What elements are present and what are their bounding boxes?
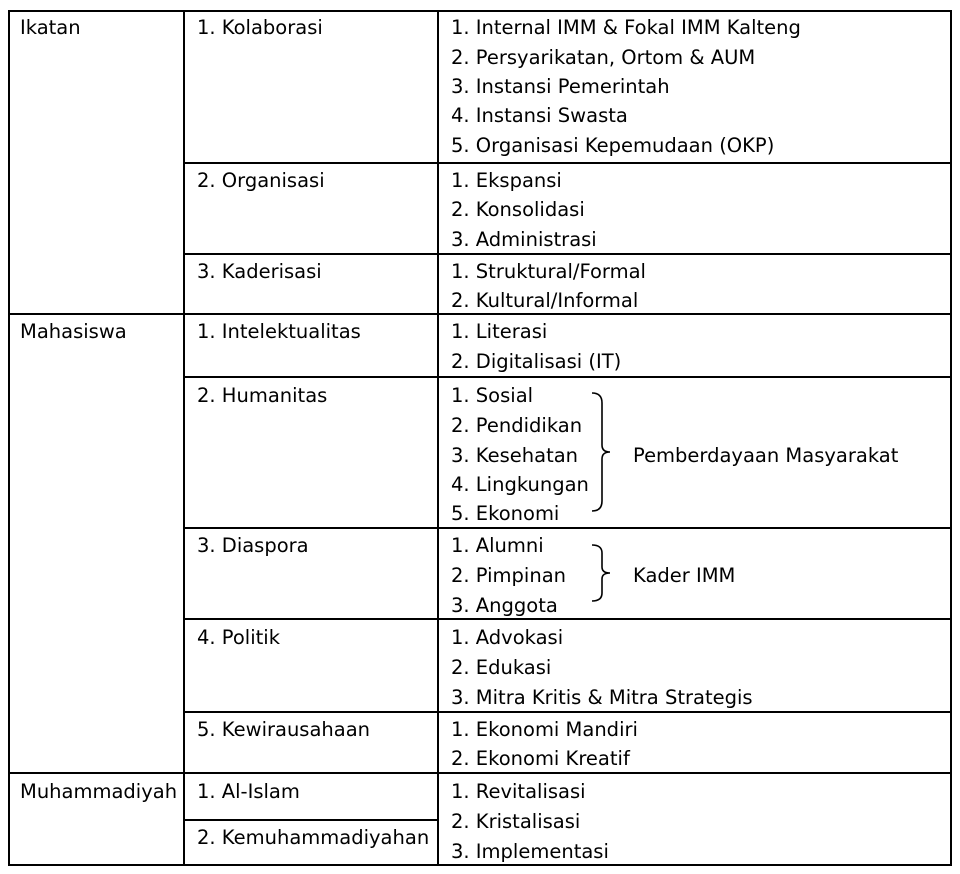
list-item: 2. Edukasi — [451, 656, 552, 679]
list-item: 1. Sosial — [451, 384, 534, 407]
table-rule — [183, 162, 952, 164]
right-brace-icon — [590, 391, 616, 513]
list-item: 2. Kultural/Informal — [451, 289, 639, 312]
list-item: 5. Ekonomi — [451, 502, 560, 525]
list-item: 2. Ekonomi Kreatif — [451, 747, 630, 770]
table-rule — [183, 819, 437, 821]
list-item: 3. Kesehatan — [451, 444, 579, 467]
group-title: 2. Organisasi — [197, 169, 325, 192]
list-item: 4. Instansi Swasta — [451, 104, 628, 127]
table-rule — [437, 10, 439, 866]
list-item: 3. Implementasi — [451, 840, 609, 863]
group-title: 5. Kewirausahaan — [197, 718, 371, 741]
list-item: 2. Konsolidasi — [451, 198, 585, 221]
list-item: 3. Instansi Pemerintah — [451, 75, 670, 98]
group-title: 2. Kemuhammadiyahan — [197, 826, 430, 849]
list-item: 1. Revitalisasi — [451, 780, 586, 803]
table-rule — [183, 10, 185, 866]
list-item: 1. Advokasi — [451, 626, 564, 649]
group-title: 1. Intelektualitas — [197, 320, 361, 343]
table-rule — [8, 10, 952, 12]
list-item: 2. Pendidikan — [451, 414, 583, 437]
category-ikatan: Ikatan — [20, 16, 81, 39]
list-item: 2. Pimpinan — [451, 564, 567, 587]
group-title: 3. Kaderisasi — [197, 260, 322, 283]
list-item: 3. Administrasi — [451, 228, 597, 251]
table-rule — [8, 10, 10, 866]
list-item: 3. Anggota — [451, 594, 558, 617]
list-item: 3. Mitra Kritis & Mitra Strategis — [451, 686, 753, 709]
list-item: 1. Ekspansi — [451, 169, 562, 192]
list-item: 1. Ekonomi Mandiri — [451, 718, 638, 741]
list-item: 1. Internal IMM & Fokal IMM Kalteng — [451, 16, 801, 39]
group-title: 1. Kolaborasi — [197, 16, 323, 39]
category-mahasiswa: Mahasiswa — [20, 320, 127, 343]
list-item: 2. Kristalisasi — [451, 810, 581, 833]
group-title: 2. Humanitas — [197, 384, 328, 407]
list-item: 1. Struktural/Formal — [451, 260, 646, 283]
table-rule — [183, 527, 952, 529]
table-rule — [950, 10, 952, 866]
group-title: 3. Diaspora — [197, 534, 309, 557]
list-item: 2. Persyarikatan, Ortom & AUM — [451, 46, 756, 69]
brace-label-pemberdayaan: Pemberdayaan Masyarakat — [633, 444, 899, 467]
category-muhammadiyah: Muhammadiyah — [20, 780, 178, 803]
list-item: 1. Alumni — [451, 534, 544, 557]
brace-label-kader: Kader IMM — [633, 564, 736, 587]
list-item: 5. Organisasi Kepemudaan (OKP) — [451, 134, 775, 157]
group-title: 4. Politik — [197, 626, 280, 649]
list-item: 2. Digitalisasi (IT) — [451, 350, 622, 373]
right-brace-icon — [590, 543, 616, 603]
list-item: 4. Lingkungan — [451, 473, 589, 496]
table-rule — [183, 618, 952, 620]
group-title: 1. Al-Islam — [197, 780, 300, 803]
list-item: 1. Literasi — [451, 320, 548, 343]
